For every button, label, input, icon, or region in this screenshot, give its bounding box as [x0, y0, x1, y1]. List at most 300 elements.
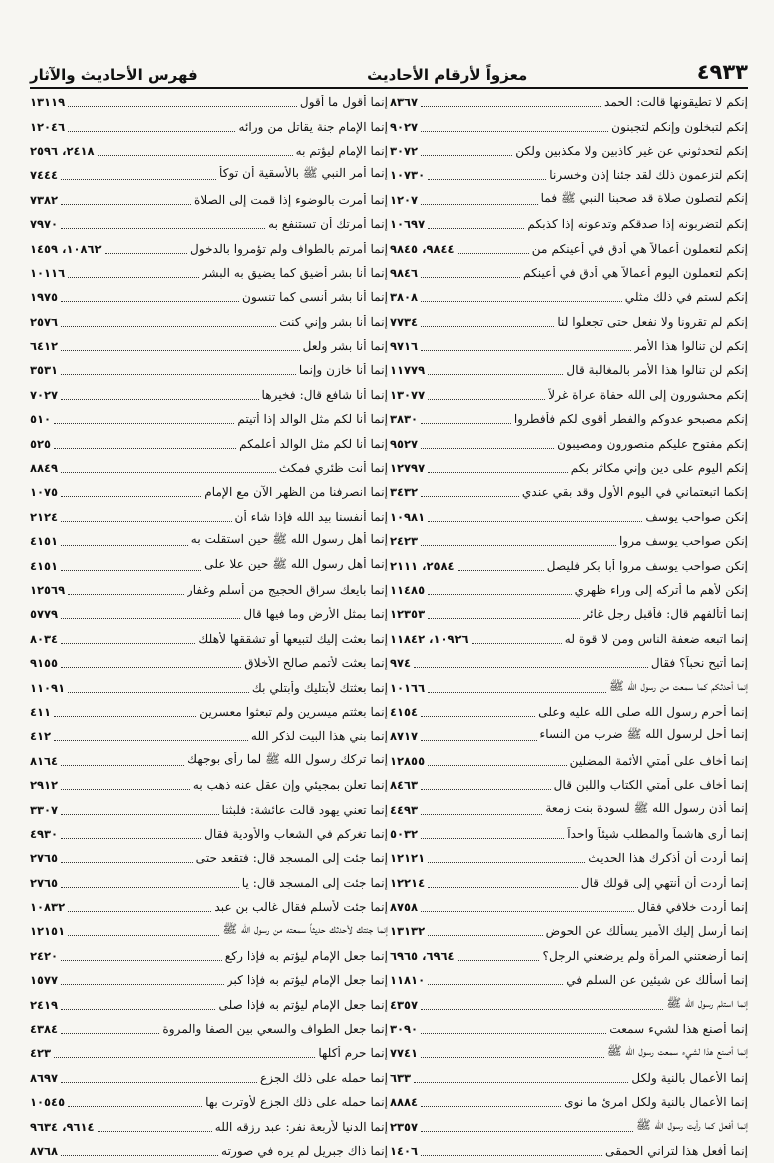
hadith-text: إنما أصنع هذا لشيء سمعت رسول الله ﷺ	[606, 1044, 748, 1059]
hadith-number: ٥١٠	[30, 412, 52, 427]
hadith-number: ٤٩٣٠	[30, 826, 59, 841]
index-entry	[30, 505, 388, 529]
dot-leader	[421, 204, 538, 205]
hadith-text: إنما أردت أن أذكرك هذا الحديث	[588, 851, 748, 866]
index-entry	[30, 822, 388, 846]
dot-leader	[428, 887, 578, 888]
dot-leader	[428, 692, 606, 693]
dot-leader	[472, 643, 562, 644]
index-entry	[30, 285, 388, 309]
dot-leader	[61, 204, 191, 205]
index-entry	[390, 261, 748, 285]
hadith-number: ٢١٢٤	[30, 509, 59, 524]
index-entry	[30, 310, 388, 334]
hadith-text: إنما أنا شافع قال: فخيرها	[261, 387, 388, 402]
index-entry	[30, 944, 388, 968]
hadith-number: ٤٤٩٣	[390, 802, 419, 817]
hadith-text: إنما أنا لكم مثل الوالد أعلمكم	[239, 436, 388, 451]
page-header	[30, 58, 748, 84]
index-entry	[390, 90, 748, 114]
hadith-number: ٨٦٩٧	[30, 1070, 59, 1085]
hadith-text: إنما أنا بشر أضيق كما يضيق به البشر	[201, 265, 388, 280]
dot-leader	[68, 911, 211, 912]
hadith-text: إنما بعثتك لأبتليك وأبتلي بك	[251, 680, 388, 695]
hadith-text: إنما أردت خلافي فقال	[637, 900, 748, 915]
hadith-number: ١٠٨٦٢، ١٤٥٩	[30, 241, 102, 256]
hadith-number: ١٤٠٦	[390, 1143, 419, 1158]
dot-leader	[61, 570, 201, 571]
hadith-text: إنما بايعك سراق الحجيج من أسلم وغفار	[186, 583, 388, 597]
hadith-number: ١١٨١٠	[390, 973, 426, 988]
index-entry	[30, 968, 388, 992]
hadith-text: إنما أحل لرسول الله ﷺ ضرب من النساء	[539, 727, 748, 742]
dot-leader	[421, 1057, 604, 1058]
index-entry	[30, 553, 388, 577]
hadith-text: إنما أقول ما أقول	[299, 95, 388, 110]
dot-leader	[428, 472, 568, 473]
index-entry	[390, 968, 748, 992]
index-entry	[30, 797, 388, 821]
hadith-text: إنكم لتصلون صلاة قد صحبنا النبي ﷺ فما	[540, 190, 748, 205]
index-entry	[30, 675, 388, 699]
dot-leader	[428, 594, 572, 595]
hadith-text: إنما تعلن بمجيئي وإن عقل عنه ذهب به	[192, 778, 388, 793]
index-entry	[30, 334, 388, 358]
hadith-text: إنما أمرت بالوضوء إذا قمت إلى الصلاة	[193, 192, 388, 207]
hadith-number: ٨٧٦٨	[30, 1143, 59, 1158]
hadith-number: ٢٤٢٣	[390, 534, 419, 549]
hadith-text: إنما أهل رسول الله ﷺ حين استقلت به	[190, 532, 388, 547]
index-entry	[30, 871, 388, 895]
hadith-text: إنكن صواحب يوسف مروا	[619, 534, 748, 549]
hadith-text: إنما الإمام جنة يقاتل من ورائه	[238, 119, 388, 134]
hadith-number: ١٢١٢١	[390, 851, 426, 866]
index-entry	[30, 919, 388, 943]
dot-leader	[105, 253, 187, 254]
hadith-number: ٩٧١٦	[390, 339, 419, 354]
index-entry	[390, 724, 748, 748]
hadith-number: ١٠٧٣٠	[390, 168, 426, 183]
index-entry	[390, 285, 748, 309]
index-entry	[30, 236, 388, 260]
dot-leader	[61, 789, 190, 790]
hadith-text: إنما تعني يهود قالت عائشة: فلبثنا	[221, 802, 388, 817]
hadith-number: ٨٣٦٧	[390, 95, 419, 110]
index-entry	[390, 578, 748, 602]
dot-leader	[61, 1033, 159, 1034]
hadith-text: إنما أخاف على أمتي الأئمة المضلين	[569, 753, 748, 768]
index-entry	[30, 773, 388, 797]
dot-leader	[61, 350, 300, 351]
hadith-text: إنما أنفسنا بيد الله فإذا شاء أن	[234, 509, 388, 524]
index-entry	[390, 822, 748, 846]
hadith-text: إنما جئت إلى المسجد قال: فتقعد حتى	[195, 851, 388, 866]
index-entry	[390, 310, 748, 334]
hadith-number: ٤١٥١	[30, 558, 59, 573]
index-entry	[30, 188, 388, 212]
dot-leader	[421, 911, 634, 912]
hadith-number: ٤١٥٤	[390, 704, 419, 719]
hadith-number: ٤١١	[30, 704, 52, 719]
hadith-number: ١٢٣٥٣	[390, 607, 426, 622]
hadith-number: ٢٤٢٠	[30, 948, 59, 963]
hadith-text: إنما الأعمال بالنية ولكل	[631, 1070, 748, 1085]
hadith-number: ١٠١١٦	[30, 265, 66, 280]
hadith-text: إنكم لتعملون اليوم أعمالاً هي أدق في أعينكم	[522, 265, 748, 280]
dot-leader	[61, 399, 258, 400]
hadith-text: إنما أرضعتني المرأة ولم يرضعني الرجل؟	[542, 948, 748, 963]
dot-leader	[61, 545, 188, 546]
hadith-number: ٨٧١٧	[390, 729, 419, 744]
dot-leader	[61, 521, 231, 522]
hadith-text: إنما أتيح نحباً؟ فقال	[650, 656, 748, 671]
index-entry	[30, 90, 388, 114]
index-entry	[30, 163, 388, 187]
hadith-number: ٣٨٠٨	[390, 290, 419, 305]
index-entry	[390, 212, 748, 236]
hadith-number: ٦٤١٢	[30, 339, 59, 354]
dot-leader	[98, 155, 293, 156]
hadith-number: ٩٦١٤، ٩٦٣٤	[30, 1119, 95, 1134]
index-entry	[390, 919, 748, 943]
index-entry	[390, 236, 748, 260]
dot-leader	[421, 1131, 633, 1132]
dot-leader	[68, 1106, 202, 1107]
hadith-text: إنما جعل الإمام ليؤتم به فإذا كبر	[226, 973, 388, 988]
index-entry	[30, 456, 388, 480]
left-column	[30, 90, 388, 1163]
index-entry	[390, 553, 748, 577]
hadith-number: ١٠٥٤٥	[30, 1095, 66, 1110]
index-entry	[30, 1090, 388, 1114]
dot-leader	[54, 423, 234, 424]
index-entry	[390, 749, 748, 773]
dot-leader	[421, 814, 542, 815]
index-entry	[390, 139, 748, 163]
hadith-number: ٤٣٥٧	[390, 997, 419, 1012]
index-entry	[390, 407, 748, 431]
hadith-number: ٣٨٣٠	[390, 412, 419, 427]
hadith-number: ١٢٥٦٩	[30, 583, 66, 597]
dot-leader	[61, 326, 276, 327]
index-entry	[30, 431, 388, 455]
dot-leader	[68, 935, 219, 936]
dot-leader	[54, 1057, 315, 1058]
index-entry	[390, 1041, 748, 1065]
hadith-text: إنكن صواحب يوسف مروا أبا بكر فليصل	[546, 558, 748, 573]
dot-leader	[421, 1009, 663, 1010]
hadith-text: إنما جعل الإمام ليؤتم به فإذا ركع	[224, 948, 388, 963]
index-entry	[30, 383, 388, 407]
index-entry	[390, 383, 748, 407]
hadith-number: ٦٩٦٤، ٦٩٦٥	[390, 948, 455, 963]
hadith-text: إنما انصرفنا من الظهر الآن مع الإمام	[204, 485, 388, 500]
header-rule	[30, 87, 748, 89]
hadith-number: ٨٨٤٩	[30, 461, 59, 476]
hadith-text: إنما حرم أكلها	[318, 1046, 388, 1061]
index-entry	[30, 114, 388, 138]
hadith-number: ٧٩٧٠	[30, 217, 59, 232]
hadith-text: إنما أتألفهم قال: فأقبل رجل غائر	[583, 607, 748, 622]
dot-leader	[61, 667, 241, 668]
hadith-text: إنما حمله على ذلك الجزع لأوترت بها	[205, 1095, 388, 1110]
hadith-text: إنما بعثت إليك لتبيعها أو تشققها لأهلك	[198, 631, 388, 646]
hadith-number: ٣٥٣١	[30, 363, 59, 378]
index-entry	[390, 871, 748, 895]
index-entry	[30, 651, 388, 675]
dot-leader	[421, 838, 564, 839]
hadith-text: إنما تغركم في الشعاب والأودية فقال	[204, 826, 388, 841]
dot-leader	[54, 716, 196, 717]
hadith-number: ٨٠٣٤	[30, 631, 59, 646]
dot-leader	[428, 984, 563, 985]
hadith-number: ٦٣٣	[390, 1070, 412, 1085]
dot-leader	[61, 765, 184, 766]
hadith-number: ٨٨٨٤	[390, 1095, 419, 1110]
hadith-number: ١٣٠٧٧	[390, 387, 426, 402]
dot-leader	[421, 789, 551, 790]
dot-leader	[421, 155, 512, 156]
hadith-text: إنما جئت إلى المسجد قال: يا	[241, 875, 388, 890]
hadith-text: إنما أخاف على أمتي الكتاب واللبن قال	[553, 778, 748, 793]
hadith-text: إنكم محشورون إلى الله حفاة عراة غرلاً	[548, 387, 748, 402]
hadith-text: إنما بمثل الأرض وما فيها قال	[243, 607, 388, 622]
dot-leader	[428, 765, 566, 766]
hadith-number: ١٢٨٥٥	[390, 753, 426, 768]
hadith-text: إنما بعثتم ميسرين ولم تبعثوا معسرين	[199, 704, 388, 719]
hadith-number: ٣٣٠٧	[30, 802, 59, 817]
hadith-text: إنما أردت أن أنتهي إلى قولك قال	[580, 875, 748, 890]
index-entry	[30, 749, 388, 773]
hadith-text: إنما جعل الإمام ليؤتم به فإذا صلى	[218, 997, 388, 1012]
hadith-text: إنكم لن تنالوا هذا الأمر	[633, 339, 748, 354]
hadith-text: إنما الدنيا لأربعة نفر: عبد رزقه الله	[214, 1119, 388, 1134]
hadith-number: ١٣١٣٢	[390, 924, 426, 939]
hadith-number: ٥٠٣٢	[390, 826, 419, 841]
hadith-number: ٢٧٦٥	[30, 875, 59, 890]
hadith-text: إنما بعثت لأتمم صالح الأخلاق	[244, 656, 388, 671]
hadith-text: إنما استلم رسول الله ﷺ	[666, 995, 748, 1010]
dot-leader	[61, 1009, 215, 1010]
dot-leader	[61, 374, 296, 375]
dot-leader	[428, 862, 585, 863]
dot-leader	[428, 179, 546, 180]
dot-leader	[428, 399, 545, 400]
hadith-text: إنكما اتبعتماني في اليوم الأول وقد بقي عندي	[521, 485, 748, 500]
hadith-number: ٧٧٤١	[390, 1046, 419, 1061]
hadith-text: إنما حمله على ذلك الجزع	[259, 1070, 388, 1085]
index-entry	[30, 1139, 388, 1163]
index-entry	[30, 992, 388, 1016]
index-entry	[390, 358, 748, 382]
hadith-number: ٥٢٥	[30, 436, 52, 451]
index-entry	[390, 846, 748, 870]
hadith-text: إنما أنا بشر ولعل	[302, 339, 388, 354]
index-entry	[390, 700, 748, 724]
hadith-number: ٢٥٧٦	[30, 314, 59, 329]
hadith-number: ١٠٦٩٧	[390, 217, 426, 232]
hadith-text: إنما أفعل هذا لتراني الحمقى	[605, 1143, 748, 1158]
hadith-text: إنما جعل الطواف والسعي بين الصفا والمروة	[162, 1022, 388, 1037]
dot-leader	[428, 228, 524, 229]
index-entry	[30, 407, 388, 431]
index-entry	[390, 431, 748, 455]
index-entry	[30, 1066, 388, 1090]
hadith-text: إنكم لتضربونه إذا صدقكم وتدعونه إذا كذبكم	[527, 217, 748, 232]
dot-leader	[61, 228, 265, 229]
dot-leader	[68, 131, 235, 132]
hadith-text: إنما أسألك عن شيئين عن السلم في	[566, 973, 748, 988]
dot-leader	[61, 179, 216, 180]
hadith-text: إنكم لتزعمون ذلك لقد جئنا إذن وخسرنا	[549, 168, 748, 183]
index-entry	[30, 724, 388, 748]
index-entry	[390, 627, 748, 651]
dot-leader	[61, 496, 201, 497]
hadith-number: ١٢٠٧	[390, 192, 419, 207]
hadith-number: ١٠١٦٦	[390, 680, 426, 695]
dot-leader	[61, 1155, 218, 1156]
hadith-number: ١١٠٩١	[30, 680, 66, 695]
hadith-text: إنكم مفتوح عليكم منصورون ومصيبون	[557, 436, 748, 451]
index-entry	[390, 651, 748, 675]
hadith-number: ٨٤٦٣	[390, 778, 419, 793]
hadith-number: ٣٤٣٢	[390, 485, 419, 500]
hadith-number: ٩٨٤٤، ٩٨٤٥	[390, 241, 455, 256]
hadith-text: إنكم مصبحو عدوكم والفطر أقوى لكم فأفطروا	[513, 412, 748, 427]
hadith-text: إنما أنا بشر وإني كنت	[279, 314, 388, 329]
hadith-text: إنما أصنع هذا لشيء سمعت	[609, 1022, 748, 1037]
hadith-text: إنما جئت لأسلم فقال غالب بن عبد	[214, 900, 388, 915]
index-entry	[30, 139, 388, 163]
dot-leader	[428, 521, 642, 522]
hadith-number: ٩٧٤	[390, 656, 412, 671]
hadith-number: ٩٨٤٦	[390, 265, 419, 280]
hadith-number: ١٠٨٣٢	[30, 900, 66, 915]
dot-leader	[421, 545, 616, 546]
hadith-text: إنما أفعل كما رأيت رسول الله ﷺ	[635, 1117, 748, 1132]
dot-leader	[68, 594, 184, 595]
index-entry	[390, 944, 748, 968]
right-column	[390, 90, 748, 1163]
index-entry	[390, 1090, 748, 1114]
dot-leader	[61, 472, 276, 473]
index-entry	[30, 578, 388, 602]
dot-leader	[421, 1155, 602, 1156]
index-entry	[390, 895, 748, 919]
dot-leader	[61, 301, 239, 302]
index-entry	[30, 529, 388, 553]
hadith-text: إنكم لتعملون أعمالاً هي أدق في أعينكم من	[531, 241, 748, 256]
hadith-text: إنما أذن رسول الله ﷺ لسودة بنت زمعة	[545, 800, 748, 815]
dot-leader	[61, 814, 218, 815]
hadith-number: ١١٤٨٥	[390, 583, 426, 597]
index-entry	[390, 992, 748, 1016]
dot-leader	[68, 106, 297, 107]
hadith-text: إنكم اليوم على دين وإني مكاثر بكم	[570, 461, 748, 476]
dot-leader	[61, 960, 222, 961]
hadith-number: ١٥٧٧	[30, 973, 59, 988]
hadith-text: إنما أمر النبي ﷺ بالأسقية أن توكأ	[219, 166, 388, 181]
hadith-text: إنما جئتك لأحدثك حديثاً سمعته من رسول الله ﷺ	[222, 922, 388, 937]
index-entry	[390, 456, 748, 480]
hadith-text: إنما أنا لكم مثل الوالد إذا أتيتم	[237, 412, 388, 427]
hadith-text: إنما أهل رسول الله ﷺ حين علا على	[204, 556, 388, 571]
index-entry	[390, 602, 748, 626]
dot-leader	[428, 618, 580, 619]
hadith-number: ٧٣٨٢	[30, 192, 59, 207]
hadith-text: إنما ذاك جبريل لم يره في صورته	[221, 1143, 388, 1158]
dot-leader	[421, 301, 622, 302]
dot-leader	[421, 740, 536, 741]
hadith-number: ٩٥٢٧	[390, 436, 419, 451]
section-title: فهرس الأحاديث والآثار	[30, 66, 198, 84]
page-number: ٤٩٣٣	[696, 60, 748, 84]
dot-leader	[421, 326, 554, 327]
index-entry	[390, 797, 748, 821]
hadith-text: إنما أرسل إليك الأمير يسألك عن الحوض	[545, 924, 748, 939]
hadith-text: إنكم لتبخلون وإنكم لتجبنون	[611, 119, 748, 134]
index-entry	[390, 163, 748, 187]
hadith-number: ٢٥٨٤، ٢١١١	[390, 558, 455, 573]
index-entry	[390, 1066, 748, 1090]
dot-leader	[458, 570, 544, 571]
hadith-number: ٤٣٨٤	[30, 1022, 59, 1037]
hadith-text: إنما أرى هاشماً والمطلب شيئاً واحداً	[567, 826, 748, 841]
hadith-number: ١٠٩٨١	[390, 509, 426, 524]
dot-leader	[54, 740, 248, 741]
dot-leader	[421, 716, 535, 717]
dot-leader	[414, 667, 648, 668]
page-title: معزواً لأرقام الأحاديث	[367, 66, 528, 84]
hadith-number: ٨٧٥٨	[390, 900, 419, 915]
index-entry	[30, 1114, 388, 1138]
dot-leader	[98, 1131, 212, 1132]
dot-leader	[428, 935, 543, 936]
index-entry	[30, 1017, 388, 1041]
index-entry	[30, 700, 388, 724]
hadith-text: إنما أنا بشر أنسى كما تنسون	[242, 290, 388, 305]
hadith-number: ٨١٦٤	[30, 753, 59, 768]
dot-leader	[428, 374, 563, 375]
dot-leader	[61, 643, 195, 644]
hadith-number: ٤١٥١	[30, 534, 59, 549]
hadith-number: ٥٧٧٩	[30, 607, 59, 622]
hadith-number: ١١٧٧٩	[390, 363, 426, 378]
index-entry	[390, 334, 748, 358]
hadith-text: إنما أمرتك أن تستنفع به	[268, 217, 388, 232]
hadith-number: ١٠٧٥	[30, 485, 59, 500]
index-entry	[30, 358, 388, 382]
hadith-number: ٣٠٧٢	[390, 143, 419, 158]
dot-leader	[421, 1106, 561, 1107]
index-entry	[30, 1041, 388, 1065]
dot-leader	[458, 253, 529, 254]
index-entry	[390, 1139, 748, 1163]
hadith-text: إنكم لم تقرونا ولا نفعل حتى تجعلوا لنا	[557, 314, 748, 329]
index-entry	[390, 480, 748, 504]
dot-leader	[61, 618, 240, 619]
dot-leader	[414, 1082, 628, 1083]
hadith-text: إنكم لستم في ذلك مثلي	[624, 290, 748, 305]
index-entry	[390, 188, 748, 212]
index-entry	[390, 773, 748, 797]
hadith-text: إنكم لتحدثوني عن غير كاذبين ولا مكذبين ولكن	[515, 143, 748, 158]
hadith-text: إنما أحرم رسول الله صلى الله عليه وعلى	[538, 704, 748, 719]
hadith-number: ٢٤١٨، ٢٥٩٦	[30, 143, 95, 158]
hadith-number: ٢٧٦٥	[30, 851, 59, 866]
hadith-text: إنما أمرتم بالطواف ولم تؤمروا بالدخول	[189, 241, 388, 256]
hadith-number: ١٣١١٩	[30, 95, 66, 110]
